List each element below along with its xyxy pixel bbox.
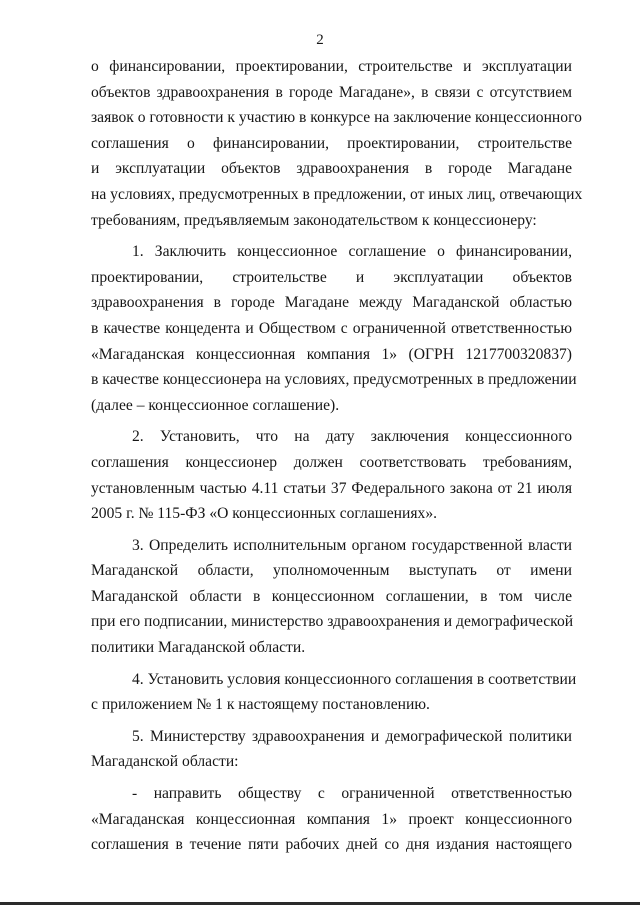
text-line: соглашения концессионер должен соответствовать требованиям,: [91, 453, 572, 471]
text-line: заявок о готовности к участию в конкурсе на заключение концессионного: [91, 109, 582, 127]
text-line: в качестве концедента и Обществом с ограниченной ответственностью: [91, 319, 572, 337]
paragraph-3-start: 3. Определить исполнительным органом государственной власти: [132, 536, 572, 554]
paragraph-2-start: 2. Установить, что на дату заключения концессионного: [132, 428, 572, 446]
paragraph-1-start: 1. Заключить концессионное соглашение о финансировании,: [132, 243, 572, 261]
text-line: (далее – концессионное соглашение).: [91, 396, 340, 414]
text-line: установленным частью 4.11 статьи 37 Федерального закона от 21 июля: [91, 479, 572, 497]
text-line: соглашения в течение пяти рабочих дней со дня издания настоящего: [91, 836, 572, 854]
text-line: на условиях, предусмотренных в предложении, от иных лиц, отвечающих: [91, 185, 583, 203]
text-line: проектировании, строительстве и эксплуатации объектов: [91, 268, 572, 286]
text-line: Магаданской области, уполномоченным выступать от имени: [91, 562, 572, 580]
paragraph-5-start: 5. Министерству здравоохранения и демографической политики: [132, 727, 572, 745]
page-number: 2: [316, 32, 324, 48]
text-line: и эксплуатации объектов здравоохранения в городе Магадане: [91, 160, 572, 178]
text-line: Магаданской области:: [91, 753, 239, 771]
text-line: о финансировании, проектировании, строительстве и эксплуатации: [91, 58, 572, 75]
text-line: при его подписании, министерство здравоохранения и демографической: [91, 613, 574, 631]
document-body: [91, 54, 583, 858]
text-line: «Магаданская концессионная компания 1» проект концессионного: [91, 810, 572, 828]
subparagraph-dash-start: - направить обществу с ограниченной ответственностью: [132, 785, 572, 803]
text-line: «Магаданская концессионная компания 1» (ОГРН 1217700320837): [91, 345, 572, 363]
text-line: Магаданской области в концессионном соглашении, в том числе: [91, 587, 572, 605]
text-line: с приложением № 1 к настоящему постановлению.: [91, 696, 430, 714]
paragraph-4-start: 4. Установить условия концессионного соглашения в соответствии: [132, 670, 577, 688]
text-line: 2005 г. № 115-ФЗ «О концессионных соглашениях».: [91, 505, 438, 523]
text-line: политики Магаданской области.: [91, 639, 306, 657]
text-line: требованиям, предъявляемым законодательством к концессионеру:: [91, 211, 537, 229]
text-line: объектов здравоохранения в городе Магадане», в связи с отсутствием: [91, 83, 572, 101]
text-line: соглашения о финансировании, проектировании, строительстве: [91, 134, 572, 152]
text-line: здравоохранения в городе Магадане между Магаданской областью: [91, 294, 572, 312]
text-line: в качестве концессионера на условиях, предусмотренных в предложении: [91, 371, 577, 389]
